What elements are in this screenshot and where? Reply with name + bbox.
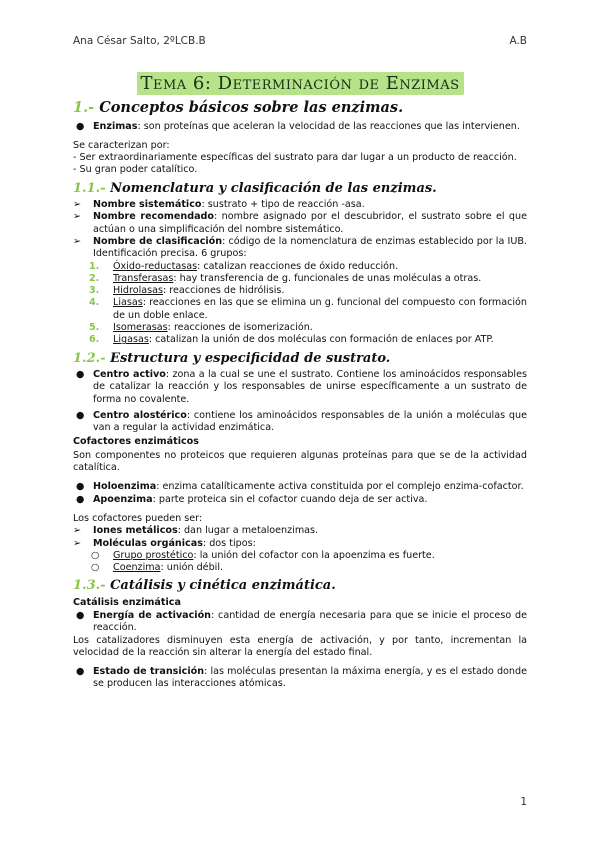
bullet-icon: ● [76, 609, 85, 621]
list-item: ○ Coenzima: unión débil. [91, 562, 224, 574]
header-author: Ana César Salto, 2ºLCB.B [73, 35, 206, 47]
section-1-1-heading: 1.1.- Nomenclatura y clasificación de las enzimas. [73, 180, 437, 196]
list-item: ● Energía de activación: cantidad de energía necesaria para que se inicie el proceso de reacción. [76, 609, 527, 634]
paragraph: - Ser extraordinariamente específicas del sustrato para dar lugar a un producto de reacción. [73, 152, 517, 164]
paragraph: Se caracterizan por: [73, 139, 170, 151]
paragraph: Los cofactores pueden ser: [73, 512, 203, 524]
arrow-icon: ➢ [73, 211, 82, 223]
subheading-catalysis: Catálisis enzimática [73, 596, 181, 608]
bullet-icon: ● [76, 666, 85, 678]
bullet-icon: ● [76, 120, 85, 132]
bullet-icon: ● [76, 409, 85, 421]
section-1-2-heading: 1.2.- Estructura y especificidad de sustrato. [73, 350, 391, 366]
paragraph: Los catalizadores disminuyen esta energía de activación, y por tanto, incrementan la velocidad de la reacción sin alterar la energía del estado final. [73, 634, 527, 658]
list-item: ➢ Nombre de clasificación: código de la nomenclatura de enzimas establecido por la IUB. Identificación precisa. 6 grupos: [73, 235, 527, 260]
arrow-icon: ➢ [73, 235, 82, 247]
bullet-icon: ● [76, 481, 85, 493]
list-item: ➢ Nombre sistemático: sustrato + tipo de reacción -asa. [73, 199, 365, 211]
page-content [73, 73, 527, 691]
paragraph: - Su gran poder catalítico. [73, 164, 198, 176]
circle-bullet-icon: ○ [91, 562, 100, 574]
list-item: ● Centro alostérico: contiene los aminoácidos responsables de la unión a moléculas que van a regular la actividad enzimática. [76, 409, 527, 434]
enzyme-group-item: 3. Hidrolasas: reacciones de hidrólisis. [89, 285, 285, 297]
circle-bullet-icon: ○ [91, 549, 100, 561]
arrow-icon: ➢ [73, 199, 82, 211]
section-1-3-heading: 1.3.- Catálisis y cinética enzimática. [73, 578, 336, 594]
page-number: 1 [520, 796, 527, 808]
enzyme-group-item: 1. Óxido-reductasas: catalizan reacciones de óxido reducción. [89, 260, 399, 272]
list-item: ➢ Iones metálicos: dan lugar a metaloenzimas. [73, 525, 319, 537]
list-item: ● Holoenzima: enzima catalíticamente activa constituida por el complejo enzima-cofactor. [76, 481, 524, 493]
enzyme-group-item: 4. Liasas: reacciones en las que se elimina un g. funcional del compuesto con formación de un doble enlace. [89, 297, 527, 321]
arrow-icon: ➢ [73, 525, 82, 537]
bullet-icon: ● [76, 493, 85, 505]
header-initials: A.B [509, 35, 527, 47]
page-title: Tema 6: Determinación de Enzimas [137, 72, 464, 95]
enzyme-group-item: 2. Transferasas: hay transferencia de g. funcionales de unas moléculas a otras. [89, 272, 482, 284]
arrow-icon: ➢ [73, 537, 82, 549]
paragraph: Son componentes no proteicos que requieren algunas proteínas para que se de la actividad catalítica. [73, 449, 527, 474]
list-item: ● Enzimas: son proteínas que aceleran la velocidad de las reacciones que las intervienen. [76, 120, 520, 132]
list-item: ➢ Nombre recomendado: nombre asignado por el descubridor, el sustrato sobre el que actúan o una simplificación del nombre sistemático. [73, 211, 527, 235]
list-item: ● Centro activo: zona a la cual se une el sustrato. Contiene los aminoácidos responsables de catalizar la reacción y los responsables de unirse específicamente a un sustrato de forma no covalente. [76, 368, 527, 405]
subheading-cofactors: Cofactores enzimáticos [73, 436, 199, 448]
enzyme-group-item: 5. Isomerasas: reacciones de isomerización. [89, 322, 313, 334]
list-item: ● Apoenzima: parte proteica sin el cofactor cuando deja de ser activa. [76, 493, 428, 505]
enzyme-group-item: 6. Ligasas: catalizan la unión de dos moléculas con formación de enlaces por ATP. [89, 334, 494, 346]
list-item: ○ Grupo prostético: la unión del cofactor con la apoenzima es fuerte. [91, 549, 435, 561]
list-item: ➢ Moléculas orgánicas: dos tipos: [73, 537, 256, 549]
section-1-heading: 1.- Conceptos básicos sobre las enzimas. [73, 99, 404, 117]
list-item: ● Estado de transición: las moléculas presentan la máxima energía, y es el estado donde se producen las interacciones atómicas. [76, 666, 527, 690]
bullet-icon: ● [76, 368, 85, 380]
